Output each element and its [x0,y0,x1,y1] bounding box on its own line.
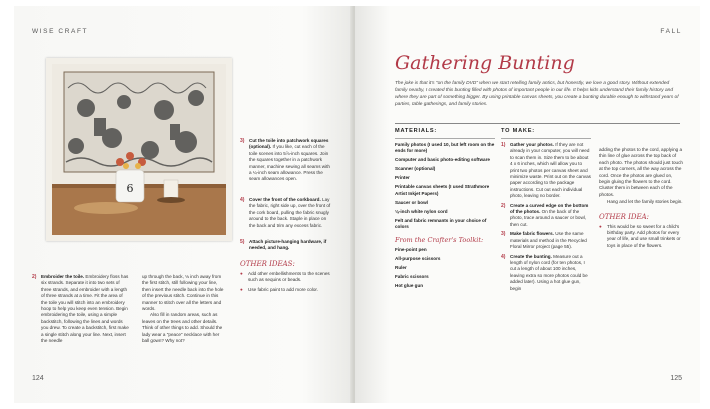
step-bold: Make fabric flowers. [510,231,554,237]
toolkit-item: Hot glue gun [395,282,424,288]
left-page [14,6,353,403]
idea-item: ● Use fabric paint to add more color. [240,286,318,292]
step-number: 2) [501,202,506,209]
step-bold: Create a curved edge on the bottom of the photos. [510,202,589,215]
step-bold: Attach picture-hanging hardware, if needed, and hang. [249,239,327,251]
step-body [510,203,591,229]
toolkit-item: All-purpose scissors [395,255,441,261]
toolkit-item: Fabric scissors [395,273,429,279]
step-bold: Create the bunting. [510,253,552,259]
toolkit-item: Ruler [395,264,407,270]
toolkit-title: From the Crafter's Toolkit: [395,235,484,244]
step-text: On the back of the photo, trace around a saucer or bowl, then cut. [510,209,587,227]
to-make-rule [501,138,591,139]
material-item: Felt and fabric remnants in your choice of colors [395,217,487,230]
material-item: Printer [395,175,410,181]
toolkit-list [395,247,495,289]
project-intro: The joke is that it's "on the family DVD" when we start retelling family antics, but honestly, we love a good story. Without extended family nearby, I created this bunting filled with photos of important people in our life. It helps kids understand their family history and where they are part of something bigger. By using printable canvas sheets, you create a bunting durable enough to withstand years of parties, table gatherings, and family stories. [395,81,679,107]
continued-text: up through the back, ⅛ inch away from the first stitch, still following your line, then insert the needle back into the hole of the previous stitch. Continue in this manner to stitch over all the letters and words. [142,274,224,312]
step-bold: Embroider the toile. [41,274,85,279]
other-ideas-title: OTHER IDEAS: [240,260,295,268]
material-item: Family photos (I used 10, but left room on the ends for more) [395,142,495,154]
left-col2-text [142,274,224,344]
photo-corkboard [46,58,232,241]
material-item: ⅛-inch white nylon cord [395,208,448,214]
step-text: Use the same materials and method in the Recycled Floral Mirror project (page 55). [510,231,587,250]
page-number-left: 124 [32,375,44,382]
page-number-right: 125 [670,375,682,382]
continued-text: adding the photos to the cord, applying a thin line of glue across the top back of each photo. The photos should just touch at the top corners, all the way across the cord. Once the photos are glued on, begin gluing the flowers to the cord. Cluster them in between each of the photos. [599,147,683,197]
project-title: Gathering Bunting [395,52,575,74]
vase-number: 6 [126,182,134,195]
materials-list [395,142,495,231]
make-step [501,142,591,200]
left-step-4 [240,197,332,229]
left-step-2 [32,274,130,344]
running-header-right: FALL [660,28,682,35]
material-item: Printable canvas sheets (I used Strathmore Artist Inkjet Papers) [395,184,490,196]
left-other-ideas [240,260,332,293]
running-header-left: WISE CRAFT [32,28,89,35]
divider [395,123,680,124]
step-body [510,231,591,250]
steps-list [501,142,591,292]
step-number: 4) [240,197,245,203]
materials-title: MATERIALS: [395,128,438,134]
step-bold: Gather your photos. [510,142,554,147]
to-make-section [501,128,591,295]
step-number: 1) [501,142,506,148]
continued-text-2: Also fill in random areas, such as leaves on the trees and other details. Think of other things to add. Should the lady wear a "peace" necklace with her ball gown? Why not? [142,312,223,344]
left-step-3 [240,138,332,183]
step-number: 3) [240,138,245,144]
materials-section [395,128,495,292]
book-spread [14,6,700,403]
step-bold: Cut the toile into patchwork squares (optional). [249,138,329,150]
step-text: Measure out a length of nylon cord (for ten photos, I cut a length of about 100 inches, leaving extra so more photos could be added later). Using a hot glue gun, begin [510,253,588,291]
bullet-icon: ● [599,223,602,229]
corkboard-toile-image [46,58,232,241]
step-number: 4) [501,253,506,260]
materials-rule [395,138,495,139]
right-page [355,6,700,403]
step-number: 2) [32,274,37,280]
step-text: If you like, cut each of the toile scenes into 5⅞-inch squares. Join the squares together in a patchwork manner, machine sewing all seams with a ¼-inch seam allowance. Press the seam allowances open. [249,144,330,182]
step-number: 3) [501,231,506,238]
step-text: If they are not already in your computer, you will need to scan them in. Size them to be about 4 x 6 inches, which will allow you to print two photos per canvas sheet and minimize waste. Print out on the canvas paper according to the package instructions. Cut out each individual photo, leaving no border. [510,142,591,199]
make-step [501,231,591,250]
idea-item: ● This would be so sweet for a child's birthday party. Add photos for every year of life, and use small trinkets or toys in place of the flowers. [599,223,681,248]
idea-item: ● Add other embellishments to the scenes such as sequins or beads. [240,271,330,283]
material-item: Saucer or bowl [395,199,428,205]
step-bold: Cover the front of the corkboard. [249,197,321,202]
to-make-title: TO MAKE: [501,128,535,134]
step-text: Embroidery floss has six strands. Separate it into two sets of three strands, and embroider with a length of three strands at a time. Fit the area of the toile you will stitch into an embroidery hoop to help you keep even tension. Begin embroidering the toile, using a simple backstitch, following the lines and words you drew. To create a backstitch, first make a single stitch along your line. Next, insert the needle [41,274,129,344]
make-step [501,254,591,292]
make-step [501,203,591,229]
step-number: 5) [240,239,245,245]
left-step-5 [240,239,332,252]
toolkit-item: Fine-point pen [395,246,427,252]
material-item: Computer and basic photo-editing software [395,157,490,163]
material-item: Scanner (optional) [395,166,436,172]
step-text: Lay the fabric, right side up, over the front of the cork board, pulling the fabric snugly around to the back. Staple in place on the back and trim any excess fabric. [249,197,331,228]
bullet-icon: ● [240,286,243,292]
bullet-icon: ● [240,271,243,276]
continued-text-2: Hang and let the family stories begin. [607,199,683,205]
other-idea-title: OTHER IDEA: [599,212,650,221]
step-body [510,254,591,292]
to-make-col2 [599,147,683,249]
step-body [510,142,591,200]
